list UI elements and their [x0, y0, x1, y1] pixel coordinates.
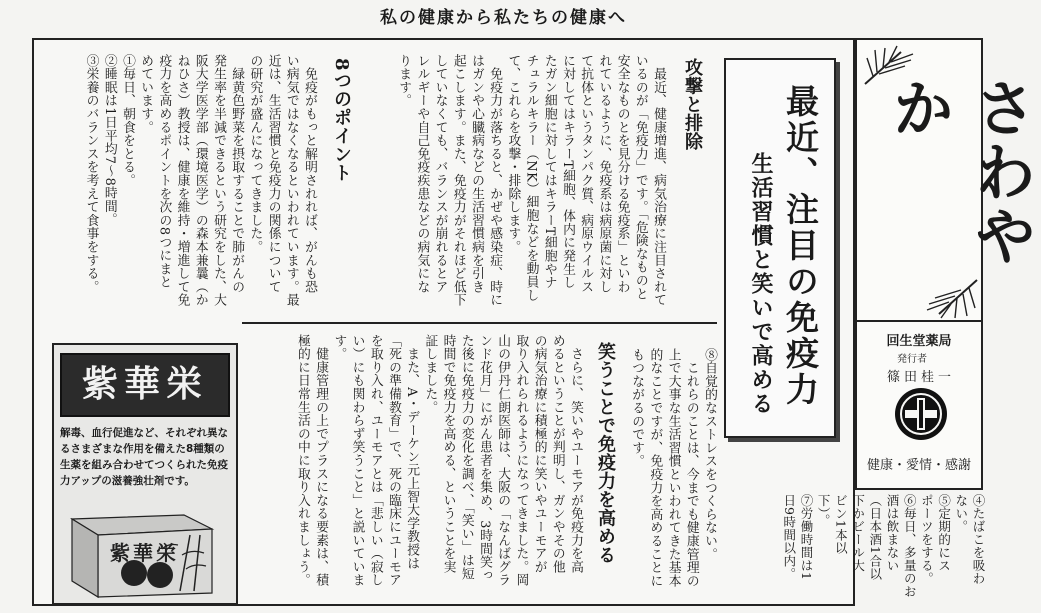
ad-box: [52, 343, 238, 605]
section-points-heading: 8つのポイント: [331, 58, 352, 183]
section-laugh-para2: また、A・デーケン元上智大学教授は 「死の準備教育」で、死の臨床にユーモア を取り入れ、ユーモアとは「悲しい（寂し い）にも関わらず笑うこと」と説いていま す。: [331, 334, 420, 587]
section-points-para1: 免疫がもっと解明されれば、がんも恐 い病気ではなくなるといわれています。最 近は、生活習慣と免疫力の関係について の研究が盛んになってきました。: [247, 54, 317, 307]
ad-copy: 解毒、血行促進など、それぞれ異なるさまざまな作用を備えた8種類の生薬を組み合わせてつくられた免疫力アップの滋養強壮剤です。: [60, 427, 228, 487]
masthead-title: さわやか: [882, 76, 1037, 268]
list-item: ⑦労働時間は1: [798, 494, 814, 581]
ad-brand: 紫華栄: [81, 363, 208, 405]
section-laugh: [248, 334, 618, 604]
points-list-a: [81, 54, 136, 319]
section-attack-para2: 免疫力が落ちると、かぜや感染症、時に はガンや心臓病などの生活習慣病を引き 起こします。また、免疫力がそれほど低下 していなくても、バランスが崩れるとア レルギーや自己免疫疾患などの病気にな ります。: [396, 54, 503, 307]
list-item: ⑧自覚的なストレスをつくらない。: [702, 348, 717, 561]
section-points: [46, 54, 354, 319]
publisher-name: 篠田桂一: [887, 370, 956, 385]
product-box-image: [62, 495, 232, 599]
pine-branch-icon: [925, 276, 981, 320]
feature-subtitle: 生活習慣と笑いで高める: [748, 152, 774, 416]
list-item: ③栄養のバランスを考えて食事をする。: [83, 54, 99, 294]
publisher-label: 発行者: [897, 354, 927, 365]
section-laugh-heading: 笑うことで免疫力を高める: [595, 342, 616, 564]
feature-title: 最近、注目の免疫力: [781, 84, 820, 408]
product-box-label: 紫華栄: [110, 541, 179, 565]
masthead: [855, 38, 1037, 322]
list-item: ②睡眠は1日平均7〜8時間。: [101, 54, 117, 227]
list-item: ①毎日、朝食をとる。: [119, 54, 135, 187]
section-laugh-para3: 健康管理の上でプラスになる要素は、積 極的に日常生活の中に取り入れましょう。: [294, 334, 329, 587]
feature-title-box: [724, 58, 836, 438]
section-points-para2: 緑黄色野菜を摂取することで肺がんの 発生率を半減できるという研究をした、大 阪大学医学部（環境医学）の森本兼曩（か ねひさ）教授は、健康を維持・増進して免 疫力を高めるポイントを次の8つにまと めています。: [138, 54, 245, 307]
points-list-b: ④たばこを吸わ ない。 ⑤定期的にス ポーツをする。 ⑥毎日、多量のお 酒は飲まない （日本酒1合以 下かビール大 ビン1本以 下）。 ⑦労働時間は1 日9時間以内。: [725, 494, 987, 606]
pharmacy-box: [855, 322, 983, 490]
section-laugh-para1: さらに、笑いやユーモアが免疫力を高 めるということが判明し、ガンやその他 の病気治療に積極的に笑いやユーモアが 取り入れられるようになってきました。岡 山の伊丹仁朗医師は、大阪の「なんばグラ ンド花月」にがん患者を集め、3時間笑っ た後に免疫力の変化を調べ、「笑い」は短 時間で免疫力を高める、ということを実 証しました。: [422, 334, 583, 587]
points-list-c: ⑧自覚的なストレスをつくらない。 これらのことは、今までも健康管理の 上で大事な生活習慣といわれてきた基本 的なことですが、免疫力を高めることに もつながるのです。: [622, 348, 718, 603]
page-tagline: 私の健康から私たちの健康へ: [380, 8, 627, 28]
pharmacy-logo-icon: [893, 386, 949, 442]
pharmacy-motto: 健康・愛情・感謝: [866, 458, 971, 473]
ad-brand-panel: [60, 353, 230, 417]
pharmacy-name: 回生堂薬局: [886, 334, 952, 349]
list-item: ⑤定期的にス: [936, 494, 952, 572]
list-item: ⑥毎日、多量のお: [902, 494, 918, 598]
section-attack: [360, 54, 705, 319]
section-attack-heading: 攻撃と排除: [682, 58, 703, 151]
list-item: ④たばこを吸わ: [971, 494, 986, 585]
section-attack-para1: 最近、健康増進、病気治療に注目されて いるのが「免疫力」です。「危険なものと 安全なものとを見分ける免疫系」といわ れているように、免疫系は病原菌に対し て抗体というタンパク質、病原ウイルス に対してはキラーT細胞、体内に発生し たガン細胞に対してはキラーT細胞やナ チュラルキラー（NK）細胞などを動員し て、これらを攻撃・排除します。: [505, 54, 666, 307]
section-divider: [242, 322, 717, 324]
